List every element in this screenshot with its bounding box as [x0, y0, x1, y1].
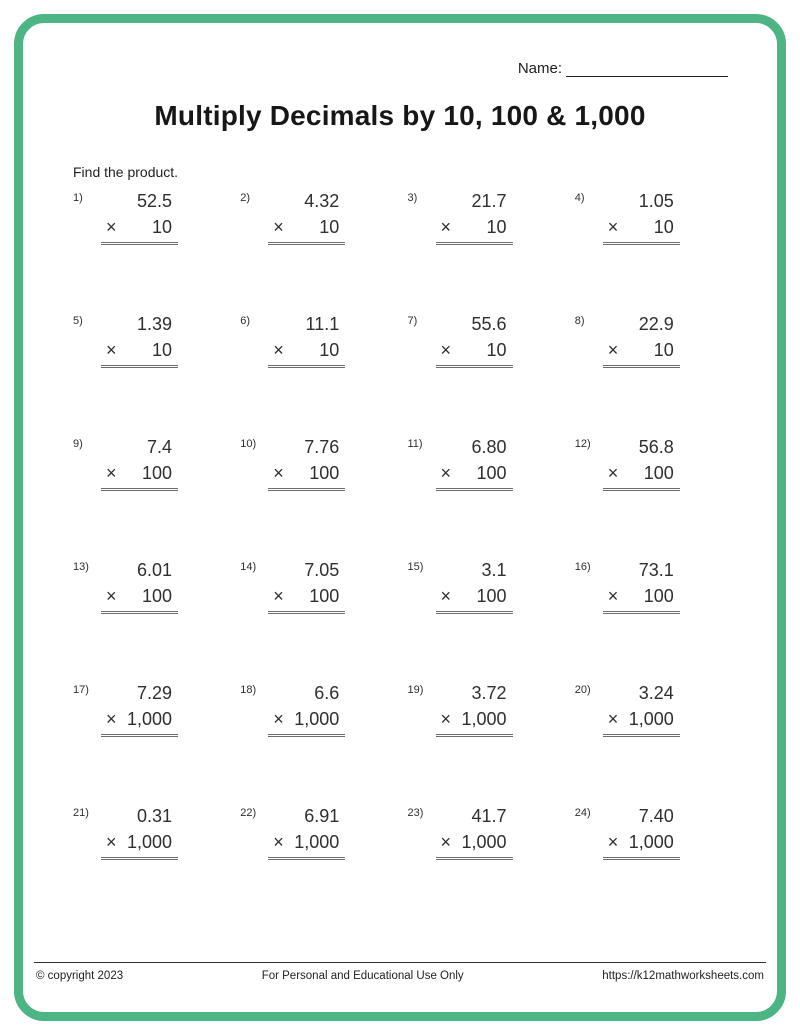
multiplier: 100	[643, 463, 674, 483]
multiplier-row	[605, 585, 677, 607]
problem-item-18	[240, 682, 407, 748]
multiplier-row	[438, 831, 510, 853]
multiplier: 10	[151, 217, 172, 237]
problem-number: 14)	[240, 561, 257, 573]
answer-line	[603, 611, 680, 614]
footer-url: https://k12mathworksheets.com	[602, 970, 764, 982]
problem-item-10	[240, 436, 407, 502]
multiplier-row	[438, 708, 510, 730]
multiplier: 100	[476, 586, 507, 606]
problem-body	[438, 190, 510, 245]
multiply-sign: ×	[273, 832, 284, 852]
multiplier-row	[605, 831, 677, 853]
page-title: Multiply Decimals by 10, 100 & 1,000	[154, 100, 646, 131]
answer-line	[436, 488, 513, 491]
multiplier-row	[438, 339, 510, 361]
problem-number: 8)	[574, 315, 585, 327]
multiply-sign: ×	[273, 709, 284, 729]
multiply-sign: ×	[440, 832, 452, 852]
multiplicand: 3.24	[638, 683, 674, 703]
problem-body	[270, 436, 342, 491]
multiplicand: 7.29	[136, 683, 172, 703]
multiplicand: 7.4	[146, 437, 172, 457]
problem-number: 17)	[73, 684, 89, 696]
problem-body	[605, 682, 677, 737]
multiply-sign: ×	[440, 340, 452, 360]
multiply-sign: ×	[273, 217, 284, 237]
answer-line	[268, 242, 345, 245]
multiplicand: 4.32	[304, 191, 340, 211]
problem-number: 20)	[574, 684, 591, 696]
footer-usage: For Personal and Educational Use Only	[261, 970, 464, 982]
multiplier-row	[103, 831, 175, 853]
problem-number: 18)	[240, 684, 257, 696]
multiplier-row	[103, 339, 175, 361]
problem-number: 24)	[574, 807, 591, 819]
multiplier-row	[605, 339, 677, 361]
answer-line	[101, 242, 178, 245]
multiplicand: 11.1	[305, 314, 340, 334]
multiplier-row	[270, 708, 342, 730]
multiplicand: 6.01	[136, 560, 172, 580]
multiplicand: 3.1	[481, 560, 507, 580]
multiply-sign: ×	[106, 832, 117, 852]
multiplier-row	[270, 831, 342, 853]
problem-item-12	[575, 436, 742, 502]
problem-number: 6)	[240, 315, 251, 327]
problem-item-11	[408, 436, 575, 502]
multiply-sign: ×	[440, 217, 452, 237]
multiplier: 10	[319, 340, 340, 360]
name-label: Name:	[517, 60, 562, 77]
multiplier-row	[605, 708, 677, 730]
problem-item-23	[408, 805, 575, 871]
problem-body	[438, 559, 510, 614]
problem-number: 11)	[407, 438, 423, 450]
problem-body	[103, 313, 175, 368]
problem-body	[103, 559, 175, 614]
multiplier-row	[270, 462, 342, 484]
problem-item-17	[73, 682, 240, 748]
multiplicand: 6.80	[471, 437, 507, 457]
answer-line	[436, 734, 513, 737]
problem-item-7	[408, 313, 575, 379]
problem-number: 5)	[73, 315, 83, 327]
multiplier: 1,000	[294, 832, 340, 852]
problem-body	[438, 805, 510, 860]
multiplier-row	[270, 216, 342, 238]
multiplier: 100	[643, 586, 674, 606]
multiplier-row	[103, 708, 175, 730]
problem-body	[438, 313, 510, 368]
problem-number: 12)	[574, 438, 591, 450]
problem-item-2	[240, 190, 407, 256]
problem-number: 10)	[240, 438, 257, 450]
problem-item-5	[73, 313, 240, 379]
problems-grid	[73, 190, 742, 871]
multiplicand: 73.1	[638, 560, 674, 580]
answer-line	[603, 734, 680, 737]
problem-body	[270, 190, 342, 245]
problem-number: 21)	[73, 807, 89, 819]
problem-body	[270, 559, 342, 614]
multiplicand: 55.6	[471, 314, 507, 334]
multiply-sign: ×	[106, 217, 117, 237]
problem-item-22	[240, 805, 407, 871]
multiplier: 10	[319, 217, 340, 237]
problem-item-16	[575, 559, 742, 625]
problem-number: 4)	[574, 192, 585, 204]
multiply-sign: ×	[607, 709, 619, 729]
problem-number: 22)	[240, 807, 257, 819]
answer-line	[268, 611, 345, 614]
instruction-text: Find the product.	[73, 164, 179, 180]
problem-number: 9)	[73, 438, 83, 450]
multiplicand: 1.05	[638, 191, 674, 211]
multiplier: 100	[309, 463, 340, 483]
multiplicand: 52.5	[136, 191, 172, 211]
multiplier-row	[103, 216, 175, 238]
multiplicand: 6.6	[314, 683, 340, 703]
problem-body	[438, 436, 510, 491]
multiply-sign: ×	[273, 586, 284, 606]
problem-item-15	[408, 559, 575, 625]
multiplier: 1,000	[294, 709, 340, 729]
multiply-sign: ×	[273, 463, 284, 483]
multiplier-row	[438, 216, 510, 238]
problem-item-1	[73, 190, 240, 256]
problem-item-4	[575, 190, 742, 256]
problem-number: 19)	[407, 684, 424, 696]
multiplicand: 3.72	[471, 683, 507, 703]
multiply-sign: ×	[607, 340, 619, 360]
problem-body	[270, 313, 342, 368]
multiplicand: 7.05	[304, 560, 340, 580]
multiplier: 100	[141, 463, 172, 483]
answer-line	[268, 488, 345, 491]
multiplicand: 56.8	[638, 437, 674, 457]
multiplicand: 6.91	[304, 806, 340, 826]
multiplicand: 1.39	[136, 314, 172, 334]
multiply-sign: ×	[273, 340, 284, 360]
footer	[36, 970, 764, 982]
problem-body	[438, 682, 510, 737]
problem-body	[270, 805, 342, 860]
answer-line	[101, 734, 178, 737]
multiplier-row	[103, 585, 175, 607]
problem-body	[103, 190, 175, 245]
multiplier: 1,000	[461, 709, 507, 729]
multiplicand: 21.7	[471, 191, 507, 211]
problem-body	[605, 313, 677, 368]
name-blank-line	[566, 62, 728, 77]
multiplier: 10	[486, 217, 507, 237]
multiply-sign: ×	[607, 463, 619, 483]
problem-body	[103, 682, 175, 737]
answer-line	[101, 365, 178, 368]
multiplier: 100	[309, 586, 340, 606]
problem-body	[605, 436, 677, 491]
multiplier-row	[270, 585, 342, 607]
multiplier: 10	[653, 217, 674, 237]
multiplier: 1,000	[461, 832, 507, 852]
multiply-sign: ×	[106, 709, 117, 729]
problem-number: 15)	[407, 561, 424, 573]
multiply-sign: ×	[440, 463, 452, 483]
answer-line	[603, 365, 680, 368]
multiply-sign: ×	[106, 463, 117, 483]
answer-line	[436, 242, 513, 245]
problem-item-24	[575, 805, 742, 871]
problem-item-21	[73, 805, 240, 871]
problem-number: 7)	[407, 315, 418, 327]
problem-number: 23)	[407, 807, 424, 819]
problem-item-19	[408, 682, 575, 748]
multiplier: 1,000	[126, 832, 172, 852]
multiplier: 1,000	[628, 832, 674, 852]
multiplier: 100	[141, 586, 172, 606]
problem-body	[103, 436, 175, 491]
multiply-sign: ×	[106, 586, 117, 606]
multiply-sign: ×	[106, 340, 117, 360]
problem-number: 3)	[407, 192, 418, 204]
multiplier: 100	[476, 463, 507, 483]
multiplier-row	[605, 462, 677, 484]
answer-line	[268, 365, 345, 368]
answer-line	[436, 611, 513, 614]
problem-item-20	[575, 682, 742, 748]
problem-body	[605, 559, 677, 614]
problem-number: 1)	[73, 192, 83, 204]
multiplier-row	[438, 462, 510, 484]
multiplier-row	[270, 339, 342, 361]
multiplier: 1,000	[126, 709, 172, 729]
answer-line	[603, 488, 680, 491]
multiplier: 1,000	[628, 709, 674, 729]
multiply-sign: ×	[440, 709, 452, 729]
name-row	[518, 60, 728, 77]
multiplier-row	[605, 216, 677, 238]
answer-line	[436, 365, 513, 368]
multiplier: 10	[151, 340, 172, 360]
multiplier-row	[103, 462, 175, 484]
answer-line	[603, 857, 680, 860]
multiplier-row	[438, 585, 510, 607]
multiplicand: 22.9	[638, 314, 674, 334]
multiply-sign: ×	[607, 832, 619, 852]
answer-line	[101, 611, 178, 614]
problem-item-6	[240, 313, 407, 379]
footer-copyright: © copyright 2023	[36, 970, 124, 982]
multiplicand: 41.7	[471, 806, 507, 826]
answer-line	[603, 242, 680, 245]
footer-divider	[34, 962, 766, 963]
problem-body	[103, 805, 175, 860]
answer-line	[268, 734, 345, 737]
problem-number: 13)	[73, 561, 89, 573]
problem-item-8	[575, 313, 742, 379]
multiplier: 10	[486, 340, 507, 360]
multiplicand: 7.40	[638, 806, 674, 826]
multiplicand: 0.31	[136, 806, 172, 826]
answer-line	[101, 857, 178, 860]
problem-number: 2)	[240, 192, 251, 204]
multiply-sign: ×	[607, 586, 619, 606]
answer-line	[101, 488, 178, 491]
answer-line	[436, 857, 513, 860]
problem-item-14	[240, 559, 407, 625]
problem-body	[270, 682, 342, 737]
problem-body	[605, 805, 677, 860]
multiplier: 10	[653, 340, 674, 360]
multiply-sign: ×	[440, 586, 452, 606]
multiplicand: 7.76	[304, 437, 340, 457]
problem-body	[605, 190, 677, 245]
problem-item-13	[73, 559, 240, 625]
multiply-sign: ×	[607, 217, 619, 237]
problem-item-3	[408, 190, 575, 256]
answer-line	[268, 857, 345, 860]
problem-item-9	[73, 436, 240, 502]
problem-number: 16)	[574, 561, 591, 573]
